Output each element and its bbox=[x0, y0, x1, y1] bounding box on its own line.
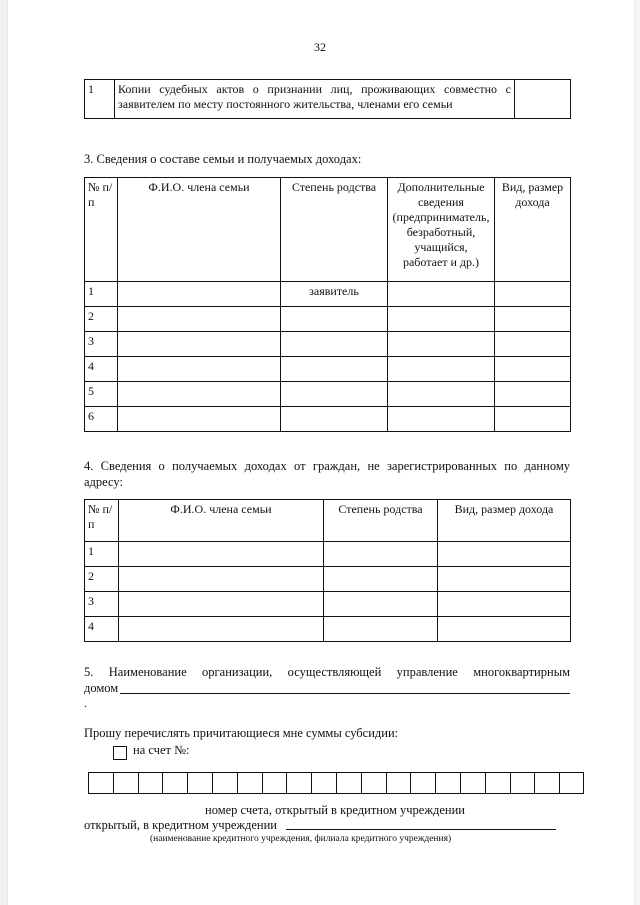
account-digit-box[interactable] bbox=[435, 772, 460, 794]
name-cell[interactable] bbox=[118, 282, 281, 307]
row-number: 5 bbox=[85, 382, 118, 407]
table-header-row bbox=[85, 500, 571, 542]
row-number: 4 bbox=[85, 617, 119, 642]
income-cell[interactable] bbox=[495, 357, 571, 382]
management-org-field[interactable] bbox=[120, 693, 570, 694]
relation-cell[interactable] bbox=[281, 307, 388, 332]
page-number: 32 bbox=[314, 40, 326, 54]
doc-number: 1 bbox=[85, 80, 115, 119]
name-cell[interactable] bbox=[118, 407, 281, 432]
name-cell[interactable] bbox=[119, 592, 324, 617]
name-cell[interactable] bbox=[118, 332, 281, 357]
row-number: 3 bbox=[85, 332, 118, 357]
relation-cell[interactable] bbox=[324, 567, 438, 592]
name-cell[interactable] bbox=[118, 382, 281, 407]
additional-cell[interactable] bbox=[388, 357, 495, 382]
account-digit-box[interactable] bbox=[361, 772, 386, 794]
account-digit-box[interactable] bbox=[559, 772, 584, 794]
account-checkbox[interactable] bbox=[113, 746, 127, 760]
other-income-table bbox=[84, 499, 571, 642]
bank-note: (наименование кредитного учреждения, филиала кредитного учреждения) bbox=[150, 834, 452, 844]
account-digit-box[interactable] bbox=[237, 772, 262, 794]
col-income-header: Вид, размер дохода bbox=[495, 178, 571, 282]
row-number: 1 bbox=[85, 542, 119, 567]
account-digit-box[interactable] bbox=[460, 772, 485, 794]
account-digit-box[interactable] bbox=[88, 772, 113, 794]
account-digit-box[interactable] bbox=[162, 772, 187, 794]
row-number: 2 bbox=[85, 567, 119, 592]
section5-tail: . bbox=[84, 696, 87, 710]
table-row bbox=[85, 382, 571, 407]
relation-cell[interactable] bbox=[324, 542, 438, 567]
col-income-header: Вид, размер дохода bbox=[438, 500, 571, 542]
col-number-header: № п/п bbox=[85, 500, 119, 542]
additional-cell[interactable] bbox=[388, 382, 495, 407]
account-number-boxes bbox=[88, 772, 584, 794]
row-number: 2 bbox=[85, 307, 118, 332]
documents-table bbox=[84, 79, 571, 119]
name-cell[interactable] bbox=[119, 567, 324, 592]
row-number: 6 bbox=[85, 407, 118, 432]
relation-cell: заявитель bbox=[281, 282, 388, 307]
name-cell[interactable] bbox=[118, 307, 281, 332]
account-digit-box[interactable] bbox=[286, 772, 311, 794]
additional-cell[interactable] bbox=[388, 407, 495, 432]
account-label: на счет №: bbox=[133, 743, 190, 757]
doc-value-cell[interactable] bbox=[515, 80, 571, 119]
table-row bbox=[85, 567, 571, 592]
account-digit-box[interactable] bbox=[336, 772, 361, 794]
table-row bbox=[85, 332, 571, 357]
col-additional-header: Дополнительные сведения (предприниматель, безработный, учащийся, работает и др.) bbox=[388, 178, 495, 282]
name-cell[interactable] bbox=[119, 542, 324, 567]
table-row bbox=[85, 407, 571, 432]
relation-cell[interactable] bbox=[281, 407, 388, 432]
name-cell[interactable] bbox=[118, 357, 281, 382]
relation-cell[interactable] bbox=[281, 357, 388, 382]
col-relation-header: Степень родства bbox=[281, 178, 388, 282]
income-cell[interactable] bbox=[438, 592, 571, 617]
additional-cell[interactable] bbox=[388, 282, 495, 307]
page-left-edge bbox=[0, 0, 8, 905]
account-digit-box[interactable] bbox=[410, 772, 435, 794]
account-digit-box[interactable] bbox=[138, 772, 163, 794]
income-cell[interactable] bbox=[495, 307, 571, 332]
family-income-table bbox=[84, 177, 571, 432]
table-row bbox=[85, 617, 571, 642]
account-digit-box[interactable] bbox=[386, 772, 411, 794]
income-cell[interactable] bbox=[438, 542, 571, 567]
account-note: номер счета, открытый в кредитном учреждении bbox=[205, 803, 465, 817]
table-row bbox=[85, 80, 571, 119]
name-cell[interactable] bbox=[119, 617, 324, 642]
relation-cell[interactable] bbox=[281, 332, 388, 357]
income-cell[interactable] bbox=[495, 332, 571, 357]
page-right-edge bbox=[634, 0, 640, 905]
section3-title: 3. Сведения о составе семьи и получаемых доходах: bbox=[84, 152, 362, 166]
col-name-header: Ф.И.О. члена семьи bbox=[119, 500, 324, 542]
table-row bbox=[85, 592, 571, 617]
table-row bbox=[85, 307, 571, 332]
table-row bbox=[85, 282, 571, 307]
bank-label: открытый, в кредитном учреждении bbox=[84, 818, 277, 832]
income-cell[interactable] bbox=[495, 282, 571, 307]
section5-title-cont: домом bbox=[84, 681, 119, 695]
account-digit-box[interactable] bbox=[113, 772, 138, 794]
col-relation-header: Степень родства bbox=[324, 500, 438, 542]
income-cell[interactable] bbox=[438, 617, 571, 642]
account-digit-box[interactable] bbox=[311, 772, 336, 794]
account-digit-box[interactable] bbox=[212, 772, 237, 794]
row-number: 4 bbox=[85, 357, 118, 382]
relation-cell[interactable] bbox=[324, 617, 438, 642]
income-cell[interactable] bbox=[495, 382, 571, 407]
additional-cell[interactable] bbox=[388, 307, 495, 332]
doc-description: Копии судебных актов о признании лиц, проживающих совместно с заявителем по месту постоянного жительства, членами его семьи bbox=[115, 80, 515, 119]
row-number: 3 bbox=[85, 592, 119, 617]
income-cell[interactable] bbox=[438, 567, 571, 592]
col-name-header: Ф.И.О. члена семьи bbox=[118, 178, 281, 282]
table-row bbox=[85, 357, 571, 382]
table-row bbox=[85, 542, 571, 567]
col-number-header: № п/п bbox=[85, 178, 118, 282]
income-cell[interactable] bbox=[495, 407, 571, 432]
account-digit-box[interactable] bbox=[187, 772, 212, 794]
account-digit-box[interactable] bbox=[510, 772, 535, 794]
account-digit-box[interactable] bbox=[485, 772, 510, 794]
account-digit-box[interactable] bbox=[534, 772, 559, 794]
bank-name-field[interactable] bbox=[286, 829, 556, 830]
additional-cell[interactable] bbox=[388, 332, 495, 357]
row-number: 1 bbox=[85, 282, 118, 307]
section4-title: 4. Сведения о получаемых доходах от граждан, не зарегистрированных по данному адресу: bbox=[84, 459, 570, 489]
account-digit-box[interactable] bbox=[262, 772, 287, 794]
relation-cell[interactable] bbox=[324, 592, 438, 617]
request-text: Прошу перечислять причитающиеся мне суммы субсидии: bbox=[84, 726, 399, 740]
table-header-row bbox=[85, 178, 571, 282]
section5-title: 5. Наименование организации, осуществляющей управление многоквартирным bbox=[84, 665, 570, 679]
relation-cell[interactable] bbox=[281, 382, 388, 407]
